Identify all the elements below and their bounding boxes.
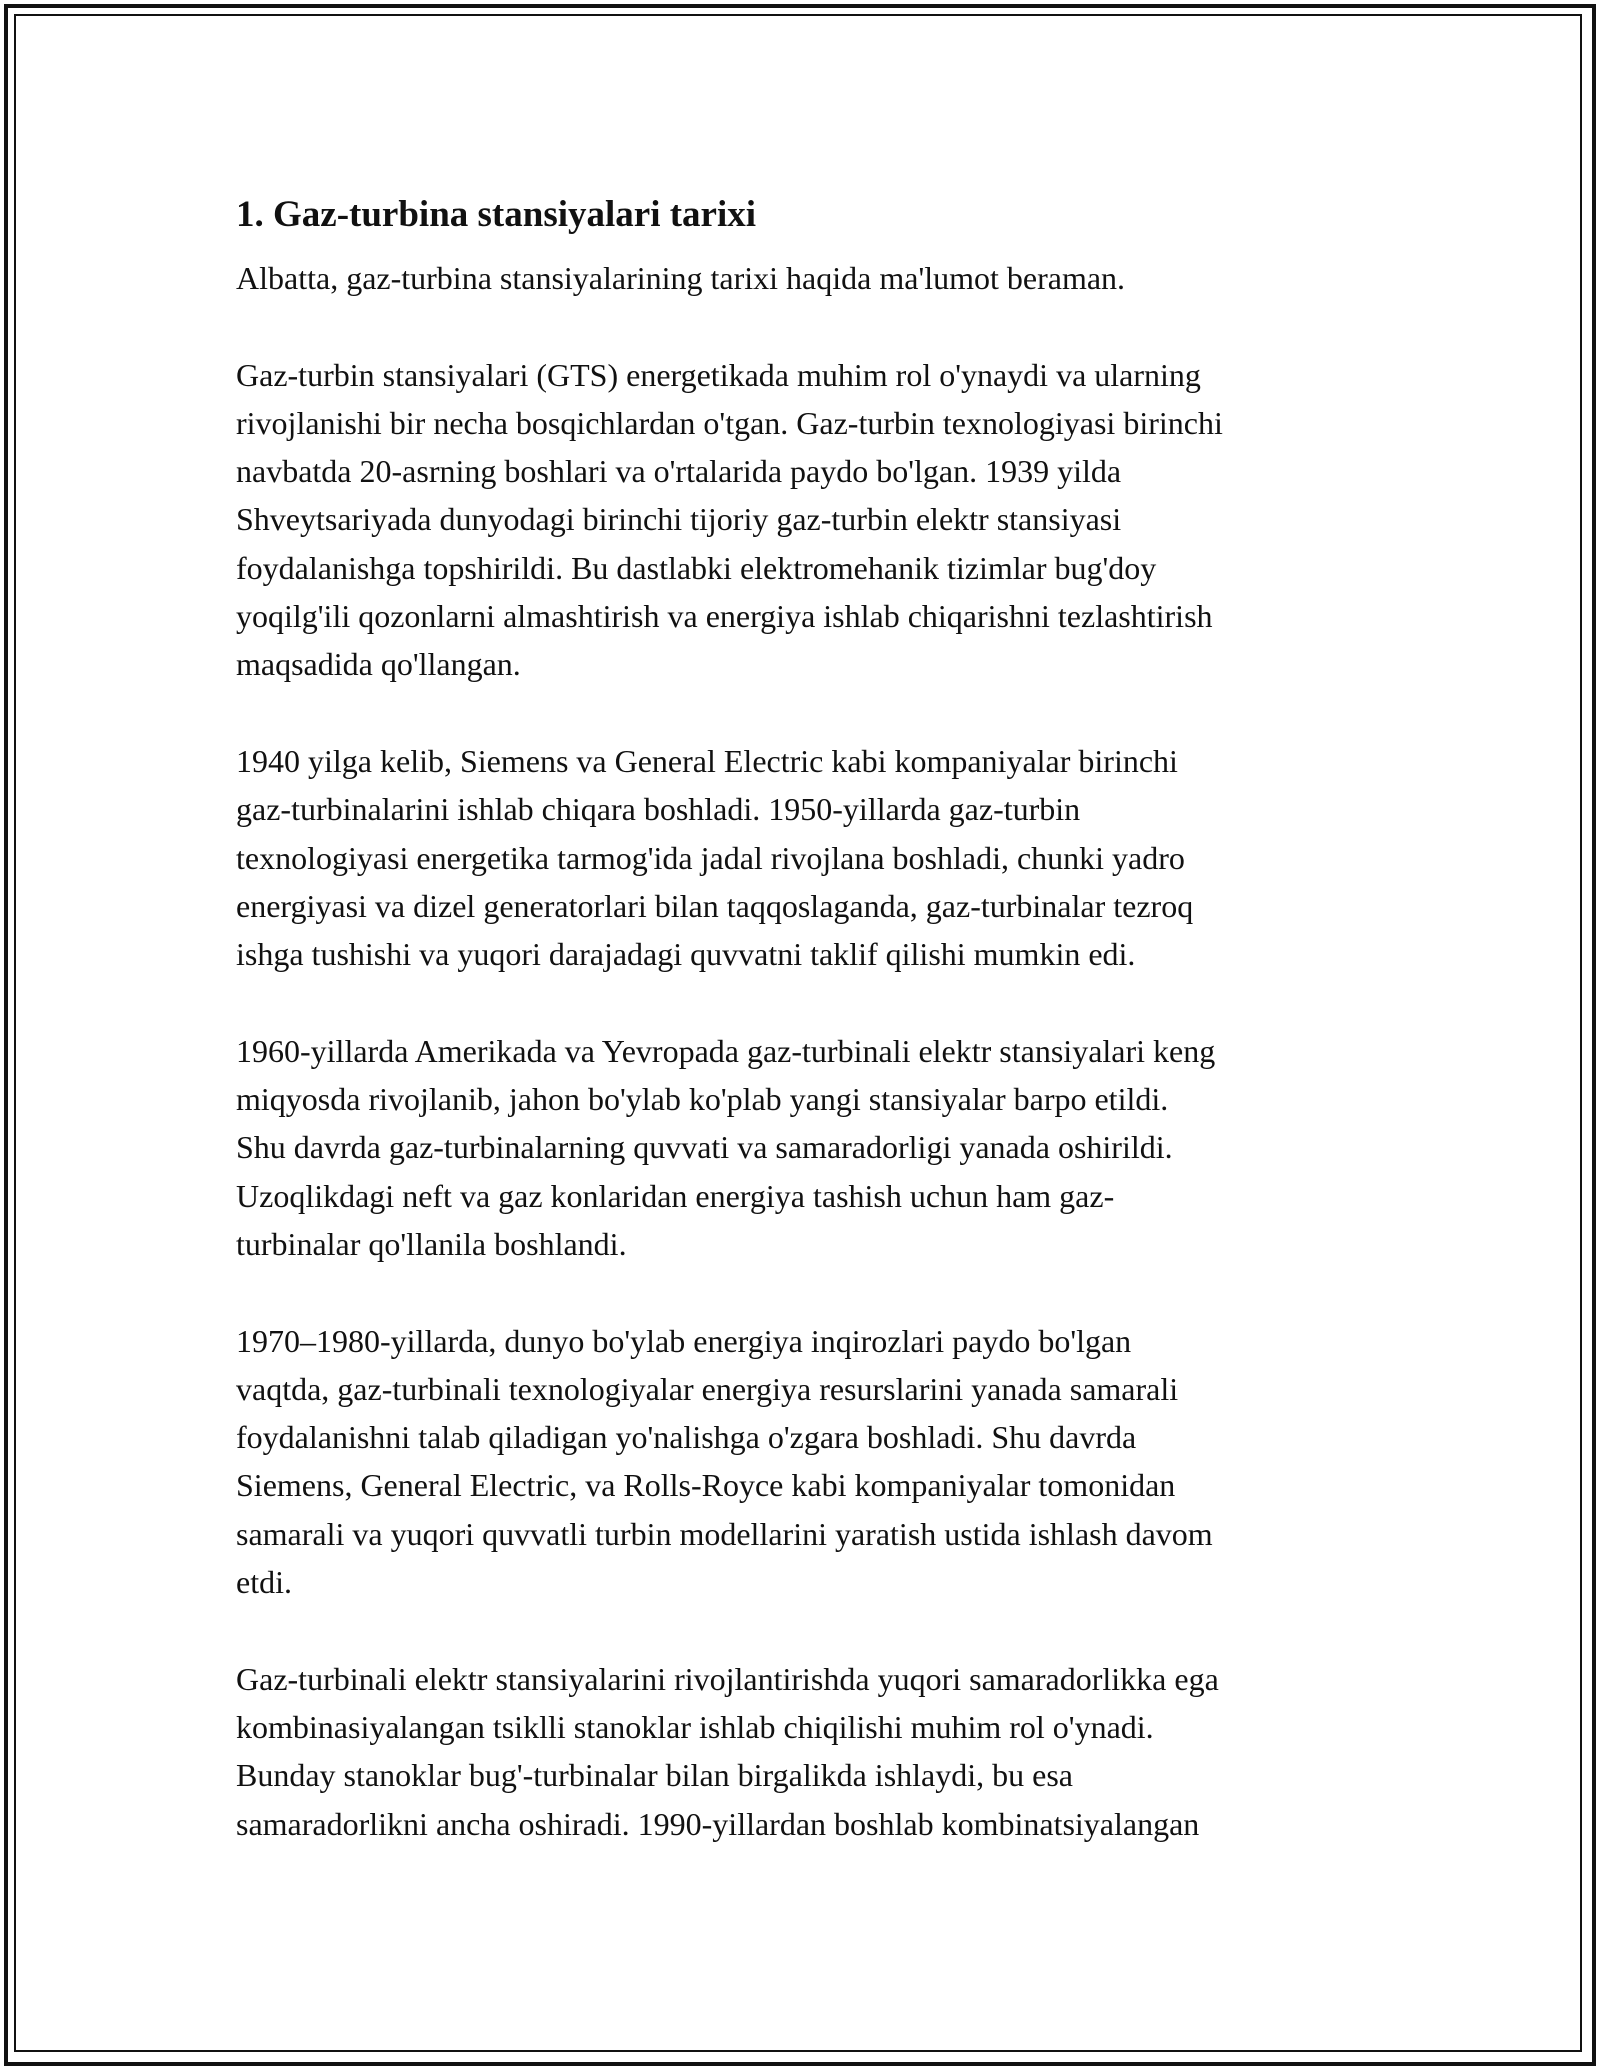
- text-line: Shu davrda gaz-turbinalarning quvvati va samaradorligi yanada oshirildi.: [236, 1129, 1173, 1166]
- text-line: turbinalar qo'llanila boshlandi.: [236, 1225, 627, 1262]
- text-line: gaz-turbinalarini ishlab chiqara boshladi. 1950-yillarda gaz-turbin: [236, 791, 1081, 828]
- text-line: Albatta, gaz-turbina stansiyalarining tarixi haqida ma'lumot beraman.: [236, 260, 1126, 296]
- paragraph-list: [236, 254, 1366, 1848]
- text-line: Siemens, General Electric, va Rolls-Royce kabi kompaniyalar tomonidan: [236, 1467, 1176, 1504]
- text-line: 1940 yilga kelib, Siemens va General Electric kabi kompaniyalar birinchi: [236, 742, 1178, 779]
- text-line: kombinasiyalangan tsiklli stanoklar ishlab chiqilishi muhim rol o'ynadi.: [236, 1708, 1154, 1745]
- text-line: samaradorlikni ancha oshiradi. 1990-yillardan boshlab kombinatsiyalangan: [236, 1805, 1200, 1842]
- paragraph: [236, 254, 1366, 302]
- text-line: Gaz-turbinali elektr stansiyalarini rivojlantirishda yuqori samaradorlikka ega: [236, 1660, 1219, 1697]
- text-line: texnologiyasi energetika tarmog'ida jadal rivojlana boshladi, chunki yadro: [236, 839, 1185, 876]
- text-line: Gaz-turbin stansiyalari (GTS) energetikada muhim rol o'ynaydi va ularning: [236, 356, 1201, 393]
- section-heading: 1. Gaz-turbina stansiyalari tarixi: [236, 194, 757, 235]
- text-line: foydalanishga topshirildi. Bu dastlabki elektromehanik tizimlar bug'doy: [236, 549, 1157, 586]
- text-line: etdi.: [236, 1564, 292, 1601]
- text-line: Bunday stanoklar bug'-turbinalar bilan birgalikda ishlaydi, bu esa: [236, 1757, 1073, 1794]
- paragraph: [236, 351, 1366, 689]
- text-line: rivojlanishi bir necha bosqichlardan o'tgan. Gaz-turbin texnologiyasi birinchi: [236, 404, 1223, 441]
- paragraph: [236, 1027, 1366, 1268]
- text-line: ishga tushishi va yuqori darajadagi quvvatni taklif qilishi mumkin edi.: [236, 936, 1136, 973]
- paragraph: [236, 1317, 1366, 1607]
- paragraph: [236, 737, 1366, 978]
- text-line: Shveytsariyada dunyodagi birinchi tijoriy gaz-turbin elektr stansiyasi: [236, 501, 1122, 538]
- text-line: navbatda 20-asrning boshlari va o'rtalarida paydo bo'lgan. 1939 yilda: [236, 453, 1122, 490]
- text-line: miqyosda rivojlanib, jahon bo'ylab ko'plab yangi stansiyalar barpo etildi.: [236, 1081, 1169, 1118]
- text-line: 1970–1980-yillarda, dunyo bo'ylab energiya inqirozlari paydo bo'lgan: [236, 1322, 1132, 1359]
- text-line: maqsadida qo'llangan.: [236, 646, 521, 683]
- text-line: foydalanishni talab qiladigan yo'nalishga o'zgara boshladi. Shu davrda: [236, 1419, 1137, 1456]
- text-line: energiyasi va dizel generatorlari bilan taqqoslaganda, gaz-turbinalar tezroq: [236, 887, 1194, 924]
- text-line: samarali va yuqori quvvatli turbin modellarini yaratish ustida ishlash davom: [236, 1515, 1213, 1552]
- text-line: vaqtda, gaz-turbinali texnologiyalar energiya resurslarini yanada samarali: [236, 1370, 1179, 1407]
- text-line: Uzoqlikdagi neft va gaz konlaridan energiya tashish uchun ham gaz-: [236, 1177, 1115, 1214]
- text-line: 1960-yillarda Amerikada va Yevropada gaz-turbinali elektr stansiyalari keng: [236, 1032, 1216, 1069]
- document-body: [236, 190, 1366, 1896]
- paragraph: [236, 1655, 1366, 1848]
- text-line: yoqilg'ili qozonlarni almashtirish va energiya ishlab chiqarishni tezlashtirish: [236, 598, 1213, 635]
